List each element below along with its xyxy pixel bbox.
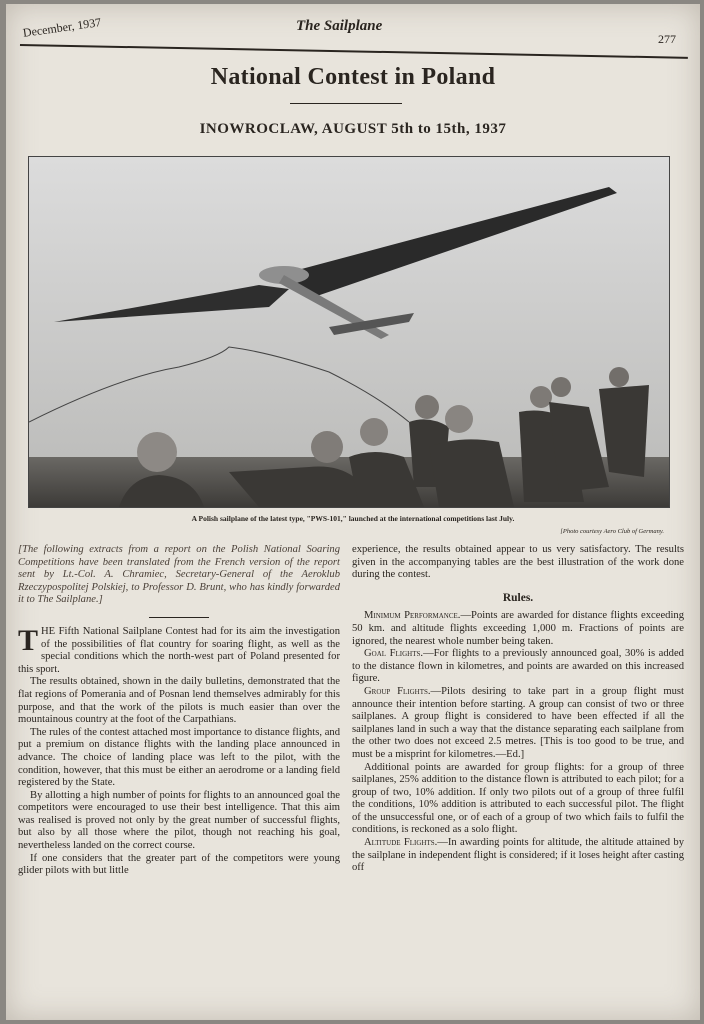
left-column bbox=[18, 544, 340, 878]
article-title: National Contest in Poland bbox=[210, 64, 496, 90]
editor-intro: [The following extracts from a report on the Polish National Soaring Competitions have been translated from the French version of the report sent by Lt.-Col. A. Chramiec, Secretary-General of the Aeroklub Rzeczypospolitej Polskiej, to Professor D. Brunt, who has kindly forwarded it to The Sailplane.] bbox=[18, 544, 340, 606]
magazine-title: The Sailplane bbox=[296, 18, 383, 34]
paragraph-4: By allotting a high number of points for flights to an announced goal the competitors were encouraged to use their best intelligence. That this aim was realised is proved not only by the great number of successful flights, but also by all those where the pilot, though not reaching his goal, nevertheless landed on the correct course. bbox=[18, 789, 340, 852]
issue-date: December, 1937 bbox=[22, 15, 103, 40]
paragraph-continued: experience, the results obtained appear to us very satisfactory. The results given in the accompanying tables are the best illustration of the work done during the contest. bbox=[352, 544, 684, 581]
sailplane-photo bbox=[28, 156, 670, 508]
article-subtitle: INOWROCLAW, AUGUST 5th to 15th, 1937 bbox=[199, 121, 507, 137]
paragraph-3: The rules of the contest attached most importance to distance flights, and put a premium on distance flights with the landing place announced in advance. The choice of landing place was left to the pilot, with the condition, however, that this must be either an aerodrome or a landing field registered by the State. bbox=[18, 726, 340, 789]
header-rule bbox=[20, 44, 688, 59]
rule-group-flights: Group Flights.—Pilots desiring to take part in a group flight must announce their intention before starting. A group can consist of two or three sailplanes. A group flight is considered to have been effected if all the sailplanes land in such a way that the distance separating each sailplane from the other two does not exceed 2.5 metres. [This is too good to be true, and must be a misprint for kilometres.—Ed.] bbox=[352, 685, 684, 760]
intro-rule bbox=[149, 617, 209, 618]
rule-goal-flights: Goal Flights.—For flights to a previously announced goal, 30% is added to the distance flown in kilometres, and points are awarded on this increased figure. bbox=[352, 648, 684, 685]
photo-credit: [Photo courtesy Aero Club of Germany. bbox=[560, 528, 664, 535]
photo-caption: A Polish sailplane of the latest type, "PWS-101," launched at the international competitions last July. bbox=[191, 514, 515, 523]
magazine-page bbox=[6, 4, 700, 1020]
drop-cap: T bbox=[18, 623, 39, 657]
sailplane-launch-image bbox=[29, 157, 669, 507]
paragraph-5: If one considers that the greater part of the competitors were young glider pilots with but little bbox=[18, 852, 340, 877]
title-rule bbox=[290, 103, 402, 104]
rule-additional-points: Additional points are awarded for group flights: for a group of three sailplanes, 25% addition to the distance flown is attributed to each pilot; for a group of two, 10% addition. If only two pilots out of a group of three fulfil the conditions, 10% addition is attributed to each successful pilot. The flight of the unsuccessful one, or of each of a group of two which fails to fulfil the conditions, is reckoned as a solo flight. bbox=[352, 761, 684, 836]
rules-heading: Rules. bbox=[502, 591, 534, 604]
rule-minimum-performance: Minimum Performance.—Points are awarded for distance flights exceeding 50 km. and altitude flights exceeding 1,000 m. Fractions of points are ignored, the nearest whole number being taken. bbox=[352, 610, 684, 647]
rule-altitude-flights: Altitude Flights.—In awarding points for altitude, the altitude attained by the sailplane in independent flight is considered; if it loses height after casting off bbox=[352, 837, 684, 874]
right-column bbox=[352, 544, 684, 875]
paragraph-2: The results obtained, shown in the daily bulletins, demonstrated that the flat regions of Pomerania and of Posnan lend themselves admirably for this purpose, and that the work of the pilots is much easier than over the mountainous country at the foot of the Carpathians. bbox=[18, 676, 340, 726]
paragraph-1: THE Fifth National Sailplane Contest had for its aim the investigation of the possibilities of flat country for soaring flight, as well as the special conditions which the north-west part of Poland presented for this sport. bbox=[18, 623, 340, 675]
page-number: 277 bbox=[658, 32, 676, 46]
